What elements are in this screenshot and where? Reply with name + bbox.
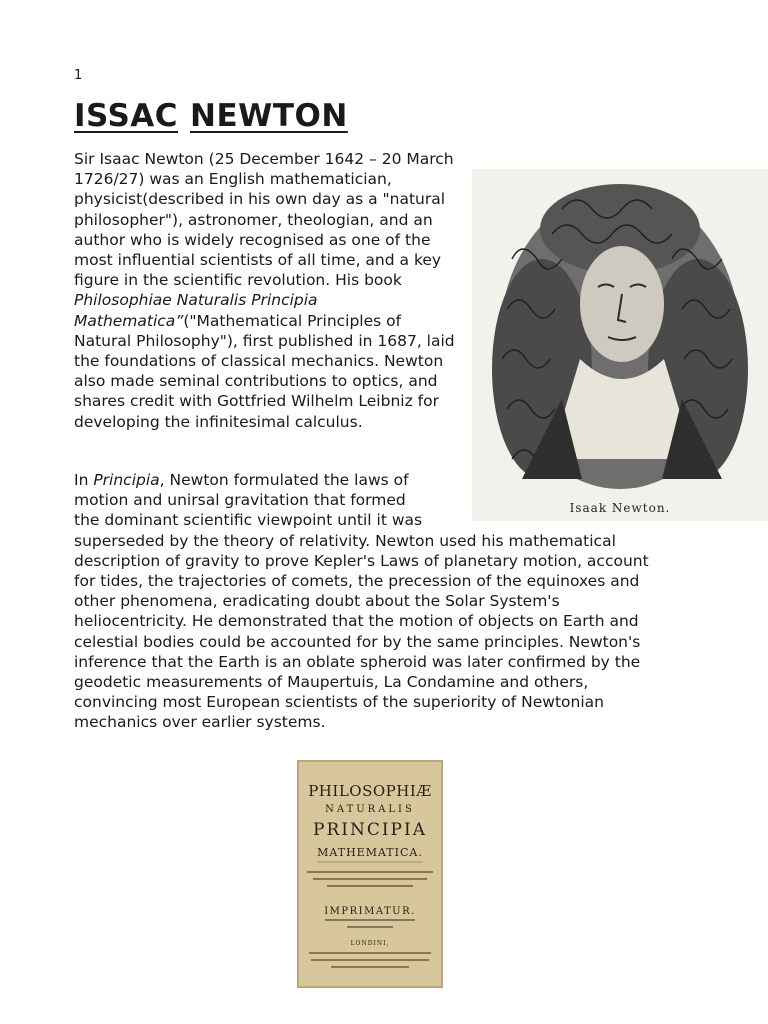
text-line <box>74 210 474 230</box>
italic-text: Principia <box>93 471 160 489</box>
text-line <box>74 490 679 510</box>
text-run: motion and unirsal gravitation that formed <box>74 491 406 510</box>
text-line <box>74 189 474 209</box>
book-imprint-city: LONDINI, <box>350 940 390 947</box>
text-run: ("Mathematical Principles of <box>183 311 402 330</box>
text-run: the foundations of classical mechanics. Newton <box>74 352 444 371</box>
book-title-line-4: MATHEMATICA. <box>317 846 423 859</box>
book-imprimatur: IMPRIMATUR. <box>324 906 416 917</box>
text-run: most influential scientists of all time, and a key <box>74 251 442 270</box>
text-run: convincing most European scientists of the superiority of Newtonian <box>74 693 604 712</box>
text-line <box>74 149 474 169</box>
text-run: Sir Isaac Newton (25 December 1642 – 20 March <box>74 150 454 168</box>
text-line <box>74 311 474 331</box>
text-line <box>74 591 679 611</box>
principia-title-page <box>297 760 443 988</box>
page-title <box>74 98 348 134</box>
portrait-engraving <box>472 169 768 521</box>
text-line <box>74 270 474 290</box>
text-run: heliocentricity. He demonstrated that the motion of objects on Earth and <box>74 612 639 631</box>
text-line <box>74 632 679 652</box>
page-number: 1 <box>74 68 83 83</box>
text-line <box>74 712 679 732</box>
text-run: other phenomena, eradicating doubt about the Solar System's <box>74 592 560 611</box>
text-line <box>74 290 474 310</box>
text-run: the dominant scientific viewpoint until it was <box>74 511 423 530</box>
book-title-line-1: PHILOSOPHIÆ <box>308 782 432 800</box>
text-run: mechanics over earlier systems. <box>74 713 326 732</box>
text-line <box>74 611 679 631</box>
text-line <box>74 230 474 250</box>
text-line <box>74 391 474 411</box>
italic-text: Mathematica” <box>74 311 184 330</box>
text-run: geodetic measurements of Maupertuis, La Condamine and others, <box>74 673 589 692</box>
text-line <box>74 551 679 571</box>
text-run: figure in the scientific revolution. His book <box>74 271 402 290</box>
principia-paragraph <box>74 470 679 733</box>
text-line <box>74 692 679 712</box>
text-line <box>74 652 679 672</box>
text-line <box>74 510 679 530</box>
book-title-line-2: NATURALIS <box>325 804 415 815</box>
text-line <box>74 331 474 351</box>
text-run: for tides, the trajectories of comets, the precession of the equinoxes and <box>74 572 640 591</box>
book-title-line-3: PRINCIPIA <box>313 820 427 840</box>
text-run: 1726/27) was an English mathematician, <box>74 170 392 189</box>
text-line <box>74 470 679 490</box>
text-run: description of gravity to prove Kepler's Laws of planetary motion, account <box>74 551 649 570</box>
text-line <box>74 412 474 432</box>
text-line <box>74 351 474 371</box>
text-run: superseded by the theory of relativity. Newton used his mathematical <box>74 531 616 550</box>
text-line <box>74 250 474 270</box>
text-line <box>74 371 474 391</box>
text-run: In <box>74 471 94 489</box>
text-run: celestial bodies could be accounted for by the same principles. Newton's <box>74 632 641 651</box>
portrait-caption: Isaak Newton. <box>569 501 671 515</box>
newton-portrait <box>472 169 768 521</box>
text-run: , Newton formulated the laws of <box>159 471 409 489</box>
text-line <box>74 169 474 189</box>
text-run: physicist(described in his own day as a "natural <box>74 190 446 209</box>
text-run: philosopher"), astronomer, theologian, and an <box>74 210 433 229</box>
text-run: also made seminal contributions to optics, and <box>74 372 438 391</box>
text-line <box>74 571 679 591</box>
text-line <box>74 531 679 551</box>
text-run: author who is widely recognised as one of the <box>74 230 431 249</box>
text-run: shares credit with Gottfried Wilhelm Leibniz for <box>74 392 439 411</box>
text-run: inference that the Earth is an oblate spheroid was later confirmed by the <box>74 652 641 671</box>
text-run: developing the infinitesimal calculus. <box>74 412 363 431</box>
text-line <box>74 672 679 692</box>
intro-paragraph <box>74 149 474 432</box>
title-word-1: ISSAC <box>74 98 179 134</box>
italic-text: Philosophiae Naturalis Principia <box>74 291 318 310</box>
title-word-2: NEWTON <box>190 98 348 134</box>
text-run: Natural Philosophy"), first published in 1687, laid <box>74 331 455 350</box>
